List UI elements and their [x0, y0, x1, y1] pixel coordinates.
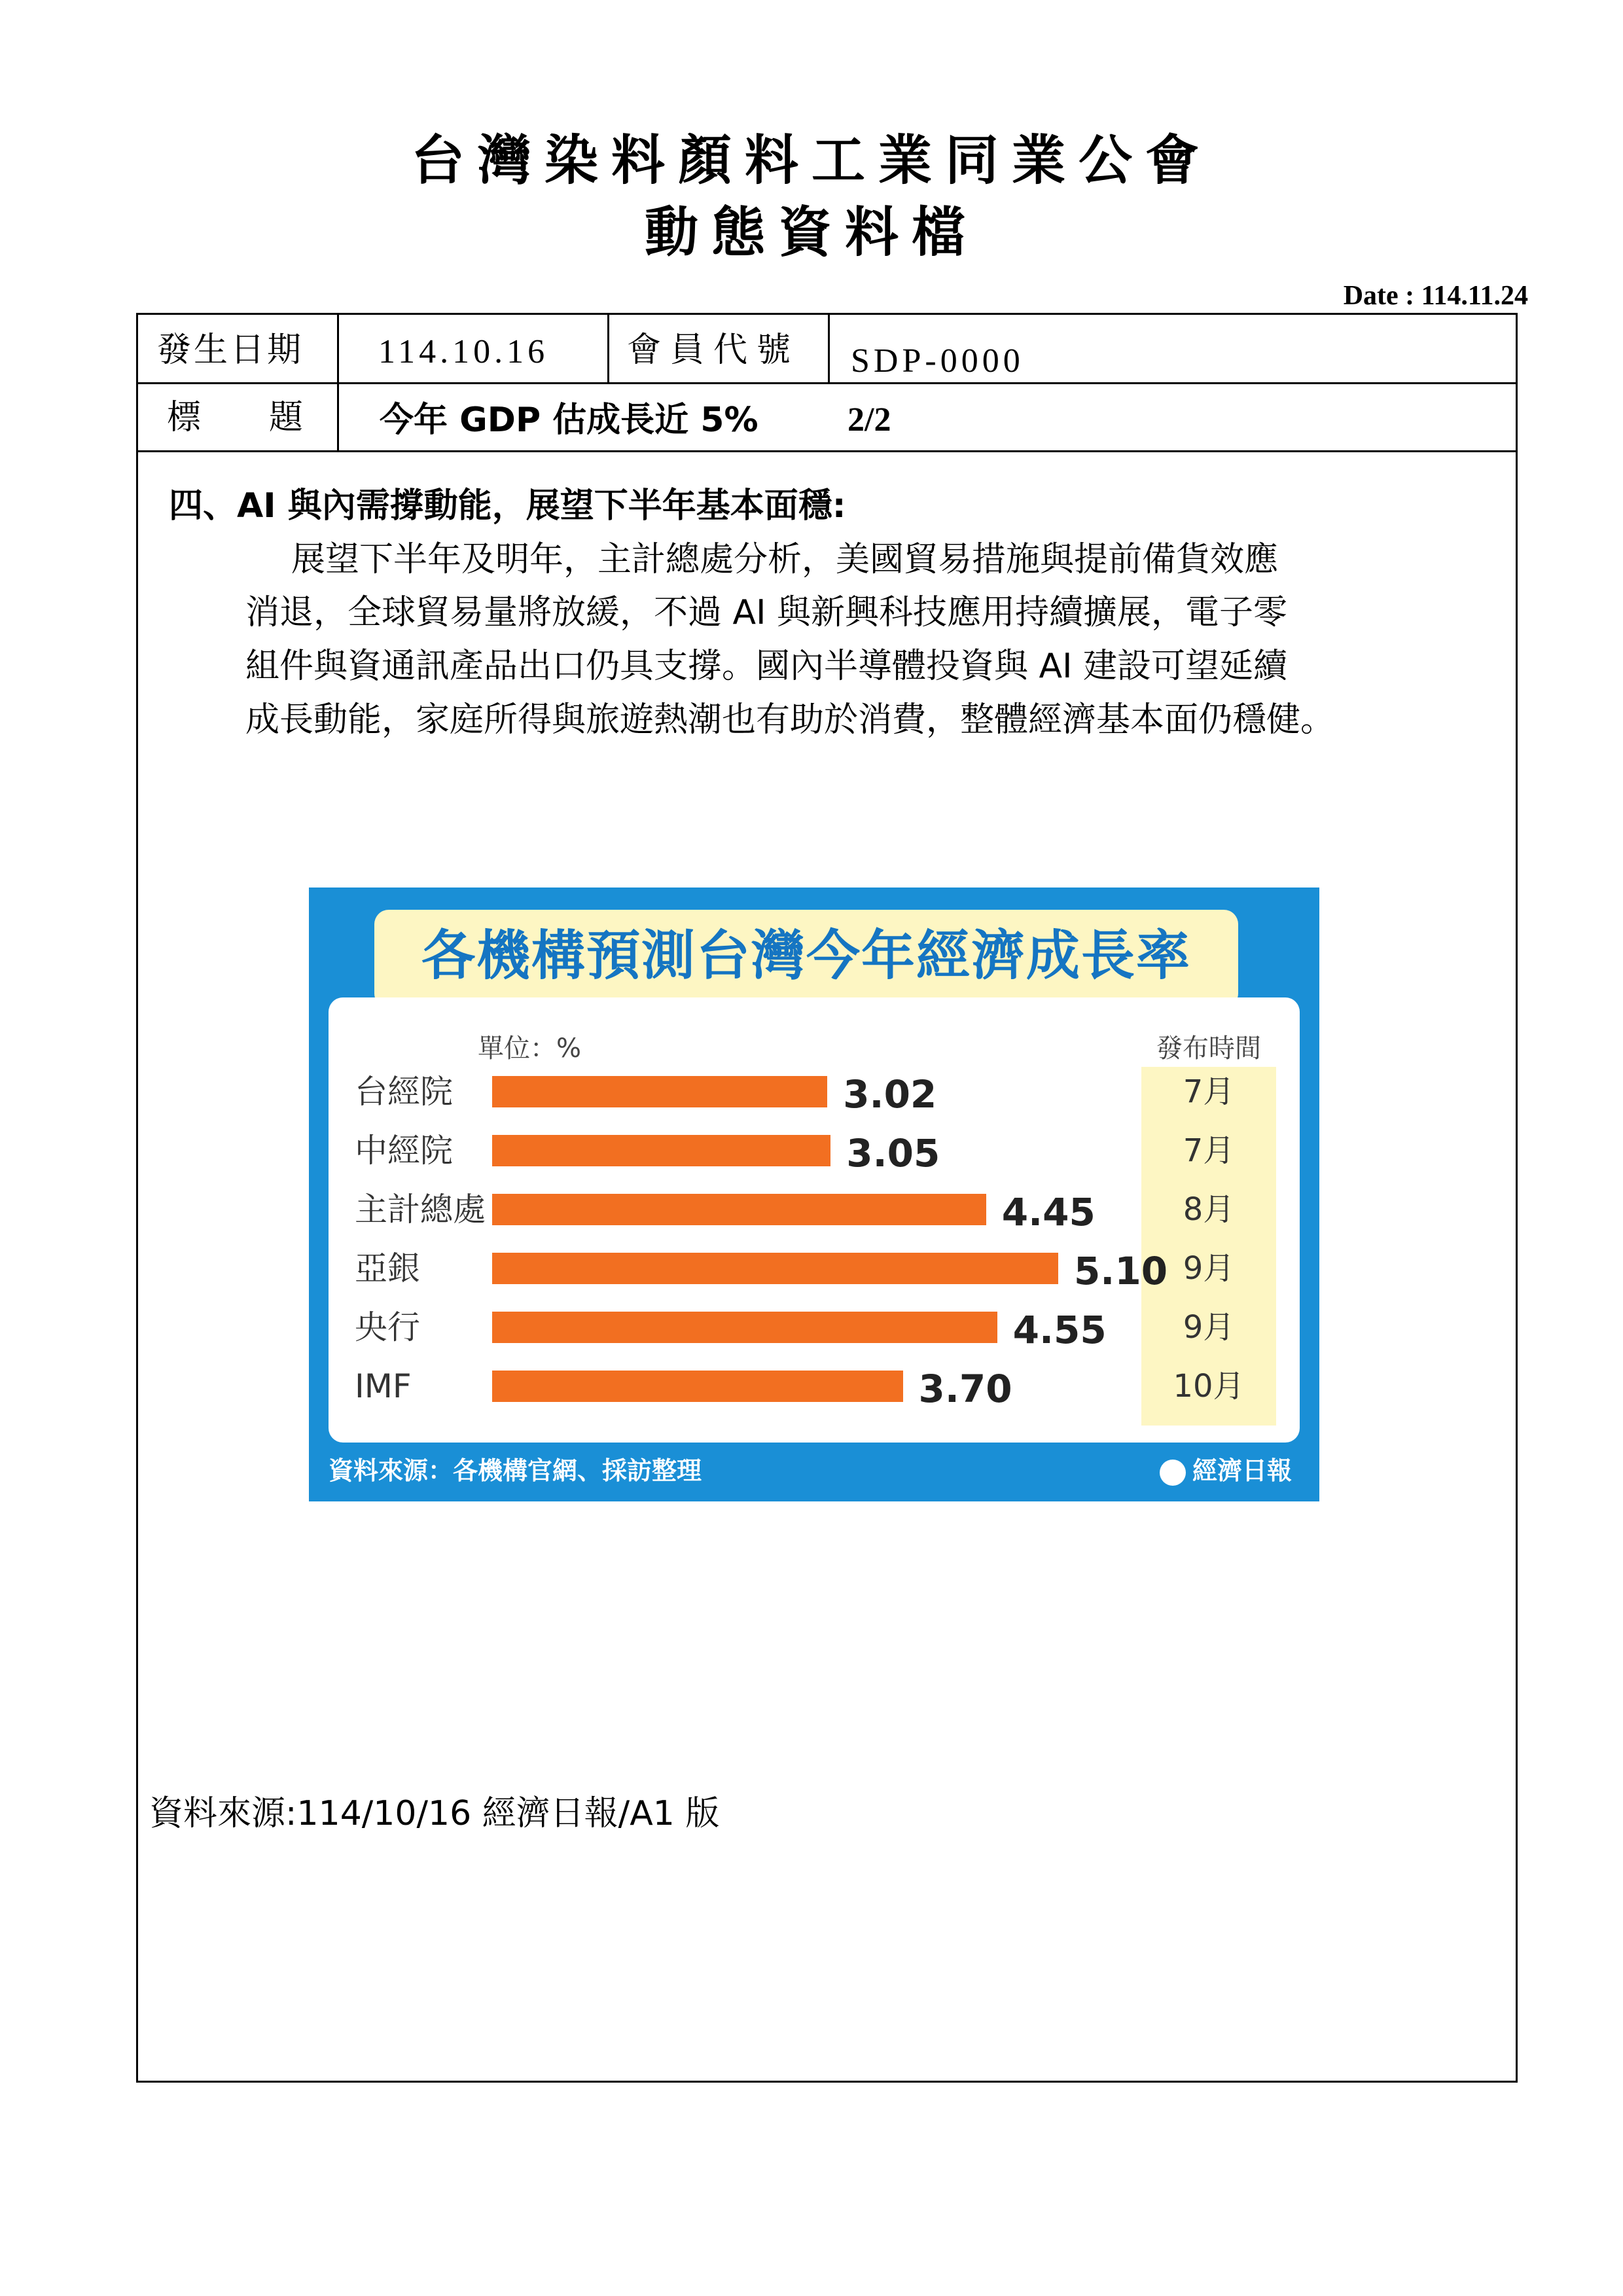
bar-value-label: 4.45 [1001, 1190, 1096, 1234]
org-name: 台灣染料顏料工業同業公會 [410, 130, 1212, 192]
member-code-label: 會員代號 [627, 331, 800, 370]
infographic-source: 資料來源：各機構官網、採訪整理 [329, 1456, 702, 1485]
paragraph-line: 展望下半年及明年，主計總處分析，美國貿易措施與提前備貨效應 [291, 540, 1279, 579]
gdp-forecast-infographic [309, 888, 1319, 1501]
bar [492, 1253, 1058, 1284]
bar [492, 1371, 903, 1402]
bar-category-label: 央行 [355, 1308, 420, 1346]
release-month-label: 9月 [1183, 1309, 1235, 1346]
member-code-value: SDP-0000 [851, 342, 1024, 380]
paragraph-line: 消退，全球貿易量將放緩，不過 AI 與新興科技應用持續擴展，電子零 [245, 593, 1287, 632]
bar-category-label: 主計總處 [355, 1191, 486, 1229]
paragraph-line: 成長動能，家庭所得與旅遊熱潮也有助於消費，整體經濟基本面仍穩健。 [245, 700, 1335, 740]
table-divider [828, 313, 830, 383]
table-divider [607, 313, 609, 383]
table-divider [337, 313, 339, 451]
bar [492, 1076, 827, 1107]
doc-date: Date : 114.11.24 [1343, 281, 1528, 311]
occur-date-label: 發生日期 [157, 331, 304, 370]
bar-category-label: 亞銀 [355, 1249, 420, 1287]
bar [492, 1194, 986, 1225]
paragraph-line: 組件與資通訊產品出口仍具支撐。國內半導體投資與 AI 建設可望延續 [245, 647, 1287, 686]
bar-value-label: 3.70 [918, 1367, 1012, 1411]
table-divider [136, 382, 1518, 384]
infographic-brand [1160, 1454, 1292, 1487]
bar-value-label: 5.10 [1073, 1249, 1168, 1293]
table-divider [136, 450, 1518, 452]
infographic-title: 各機構預測台灣今年經濟成長率 [421, 925, 1191, 987]
release-month-label: 7月 [1183, 1132, 1235, 1169]
bar-value-label: 3.05 [846, 1131, 940, 1175]
source-line: 資料來源:114/10/16 經濟日報/A1 版 [149, 1794, 720, 1833]
doc-type-title: 動態資料檔 [644, 202, 978, 264]
bar-value-label: 3.02 [843, 1072, 937, 1117]
release-month-label: 8月 [1183, 1191, 1235, 1228]
chart-unit-label: 單位：% [478, 1033, 582, 1064]
bar-category-label: 台經院 [355, 1073, 453, 1111]
section-heading: 四、AI 與內需撐動能，展望下半年基本面穩: [169, 486, 846, 526]
bar-category-label: IMF [355, 1367, 412, 1405]
brand-name: 經濟日報 [1192, 1456, 1293, 1485]
subject-label: 標 題 [167, 398, 304, 437]
bar [492, 1135, 830, 1166]
bar-category-label: 中經院 [355, 1132, 453, 1170]
release-month-label: 10月 [1173, 1368, 1245, 1405]
release-month-label: 7月 [1183, 1073, 1235, 1110]
subject-value: 今年 GDP 估成長近 5% [380, 401, 758, 440]
bar-value-label: 4.55 [1012, 1308, 1107, 1352]
brand-logo-icon [1160, 1460, 1186, 1486]
release-month-label: 9月 [1183, 1250, 1235, 1287]
occur-date-value: 114.10.16 [378, 333, 549, 370]
bar [492, 1312, 997, 1343]
release-date-header: 發布時間 [1156, 1033, 1261, 1064]
page-indicator: 2/2 [847, 401, 891, 439]
